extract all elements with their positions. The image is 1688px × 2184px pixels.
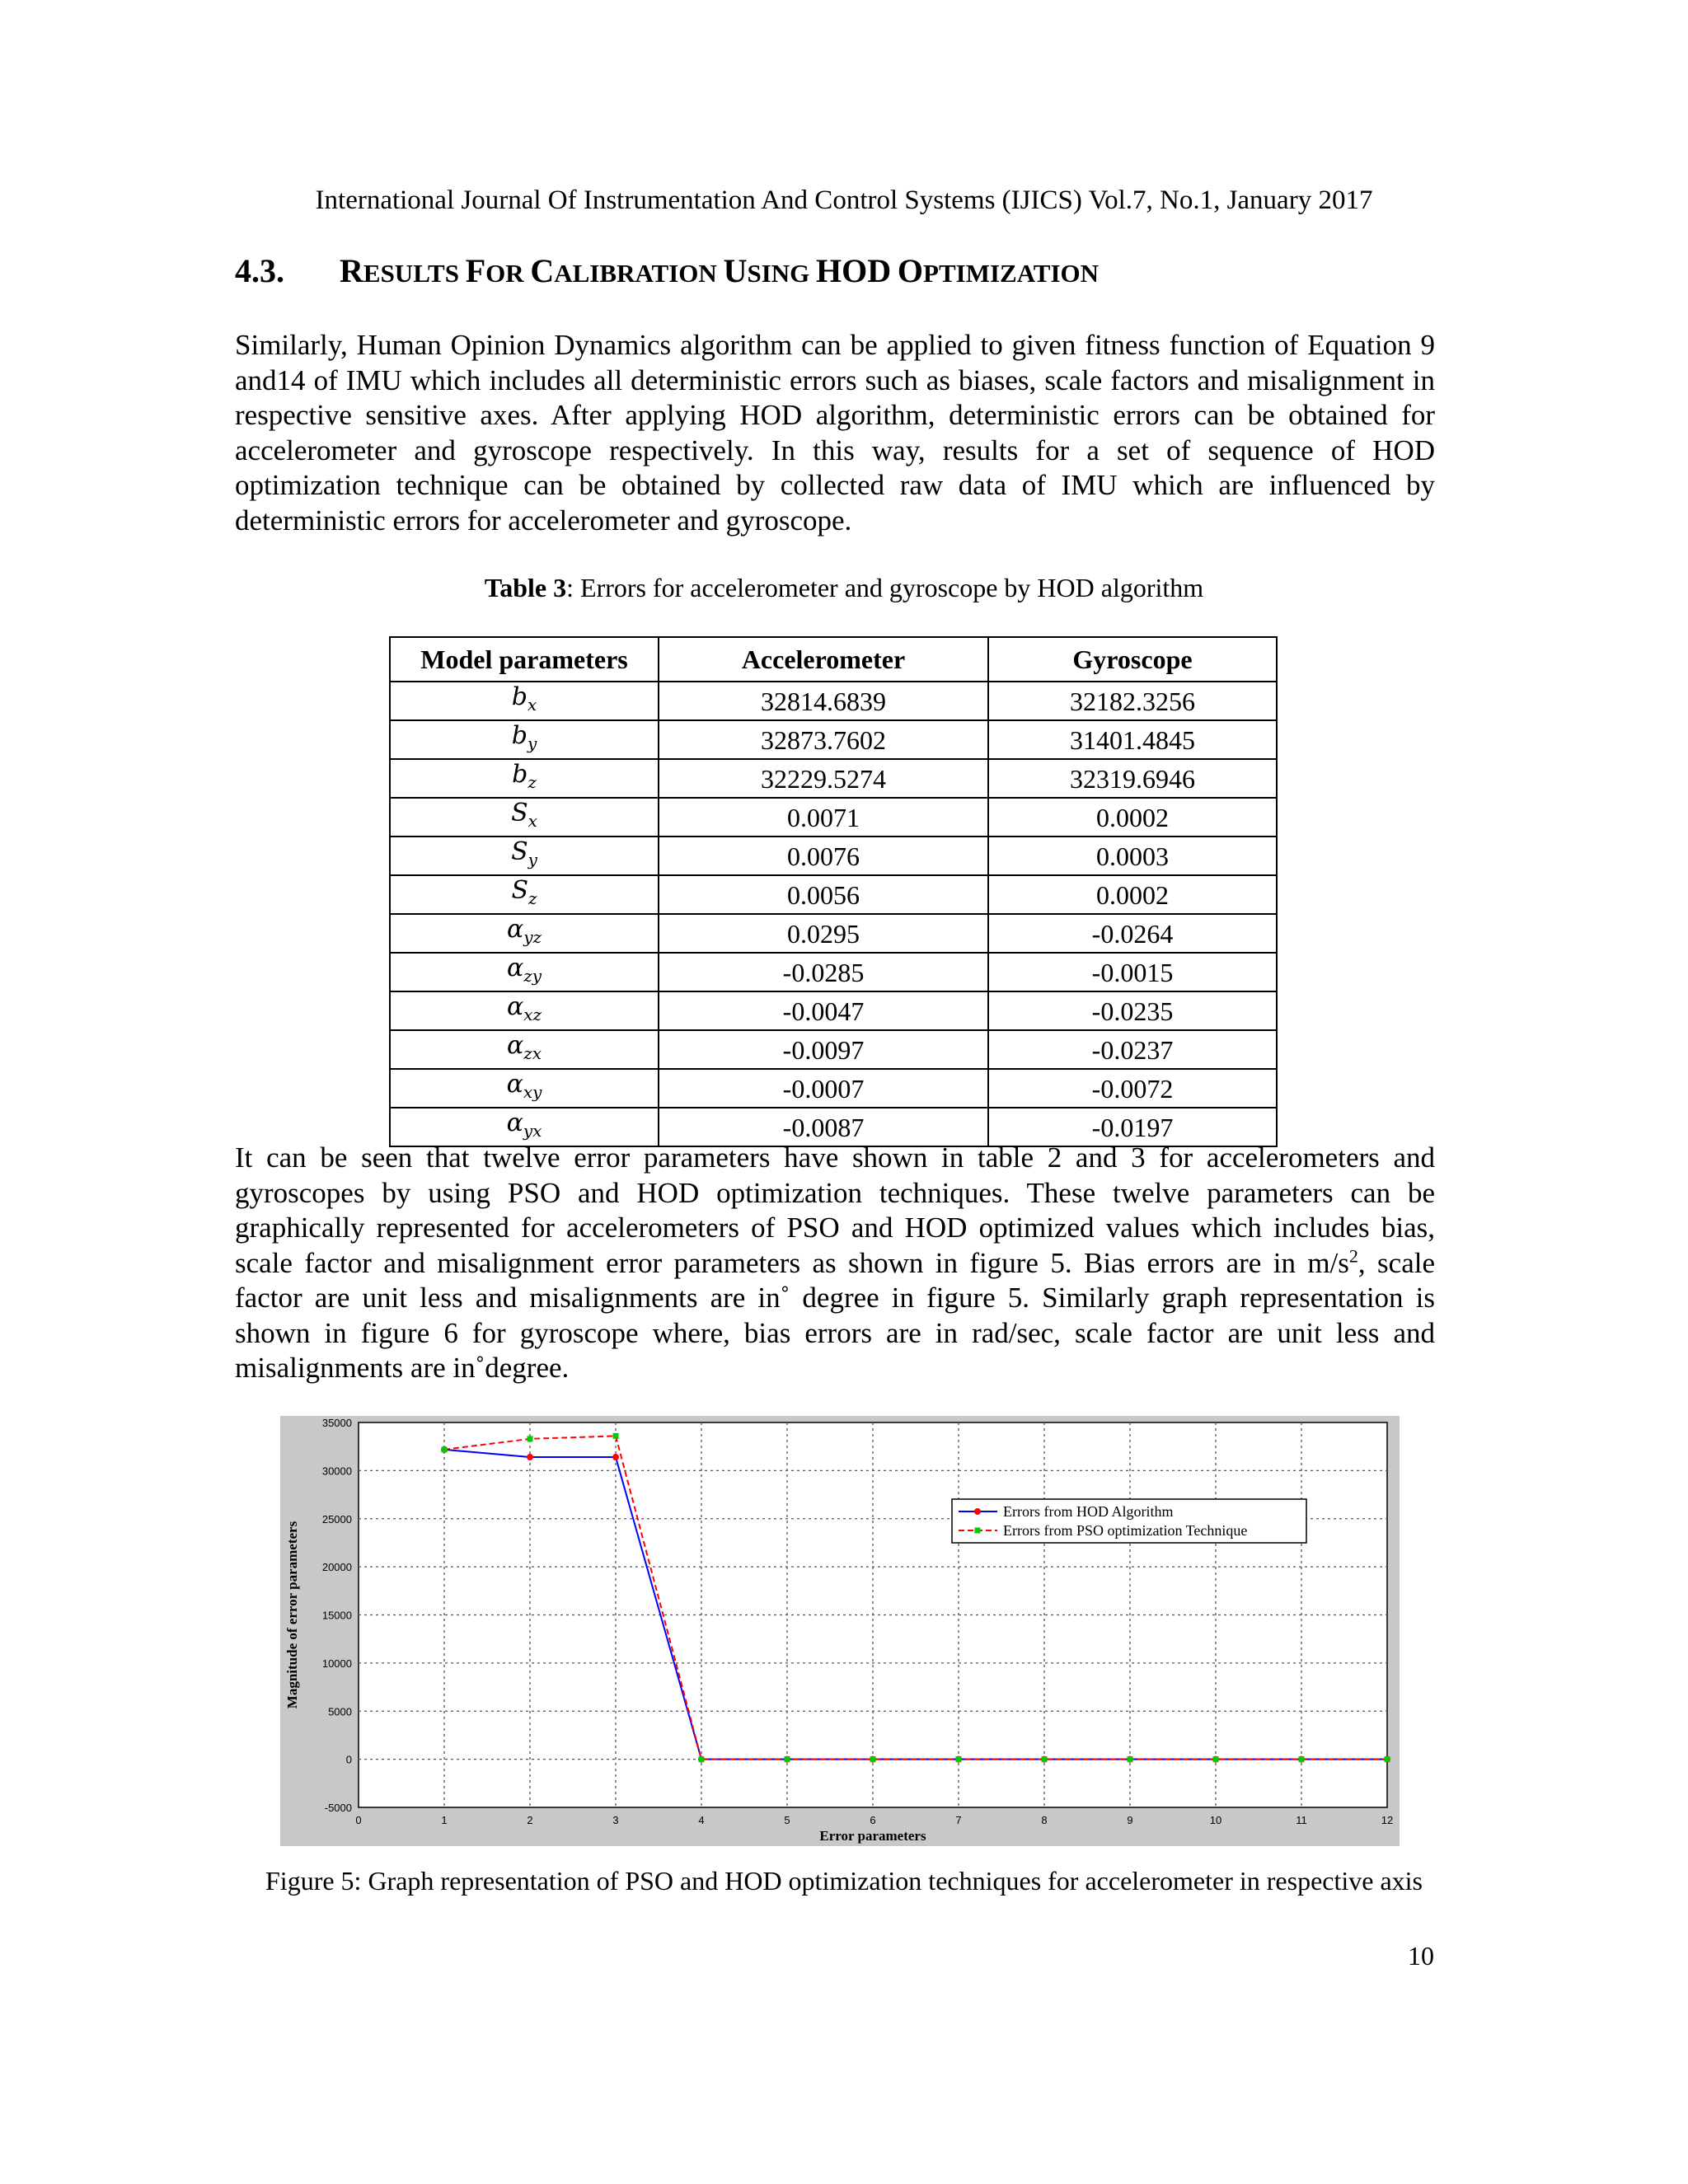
accelerometer-value: 0.0056 — [659, 875, 988, 914]
paragraph-2-text-cont: , scale factor are unit less and misalignments are in˚ degree in figure 5. Similarly graph representation is shown in figure 6 for gyroscope where, bias errors are in rad/sec, scale factor are unit less and misalignments are in˚degree. — [235, 1246, 1435, 1384]
section-title — [340, 252, 1099, 289]
section-title-part-0-big: R — [340, 252, 363, 289]
y-tick-label: 25000 — [321, 1512, 352, 1526]
x-tick-label: 8 — [1041, 1814, 1048, 1826]
param-subscript: zy — [523, 966, 542, 986]
section-heading — [235, 251, 1099, 290]
y-tick-label: 10000 — [321, 1657, 352, 1670]
param-cell — [390, 991, 659, 1030]
table-row — [390, 798, 1277, 837]
data-point-pso — [613, 1433, 619, 1439]
body-paragraph-1: Similarly, Human Opinion Dynamics algorithm can be applied to given fitness function of Equation 9 and14 of IMU which includes all deterministic errors such as biases, scale factors and misalignment in respective sensitive axes. After applying HOD algorithm, deterministic errors can be obtained for accelerometer and gyroscope respectively. In this way, results for a set of sequence of HOD optimization technique can be obtained by collected raw data of IMU which are influenced by deterministic errors for accelerometer and gyroscope. — [235, 329, 1435, 537]
param-symbol: α — [506, 915, 524, 944]
section-number: 4.3. — [235, 252, 284, 289]
section-title-part-1-big: F — [465, 252, 486, 289]
header-accelerometer: Accelerometer — [659, 637, 988, 682]
accelerometer-value: -0.0097 — [659, 1030, 988, 1069]
y-tick-label: 30000 — [321, 1465, 352, 1478]
legend-label-pso: Errors from PSO optimization Technique — [1003, 1522, 1248, 1539]
x-tick-label: 4 — [698, 1814, 705, 1826]
accelerometer-value: -0.0087 — [659, 1108, 988, 1146]
section-title-part-1-small: OR — [485, 259, 531, 288]
table-row — [390, 720, 1277, 759]
gyroscope-value: -0.0197 — [988, 1108, 1277, 1146]
journal-header: International Journal Of Instrumentation And Control Systems (IJICS) Vol.7, No.1, January 2017 — [315, 185, 1373, 215]
gyroscope-value: -0.0015 — [988, 953, 1277, 991]
param-subscript: zx — [523, 1043, 542, 1063]
section-title-part-3-small: SING — [747, 259, 817, 288]
chart-svg — [280, 1416, 1400, 1846]
param-subscript: x — [528, 811, 537, 831]
x-tick-label: 1 — [441, 1814, 448, 1826]
x-axis-label: Error parameters — [819, 1828, 926, 1844]
data-point-pso — [528, 1436, 533, 1441]
page-number: 10 — [1408, 1941, 1434, 1971]
gyroscope-value: 0.0003 — [988, 837, 1277, 875]
x-tick-label: 3 — [612, 1814, 619, 1826]
x-tick-label: 10 — [1209, 1814, 1222, 1826]
data-point-pso — [1042, 1756, 1048, 1762]
param-cell — [390, 837, 659, 875]
figure-5-chart — [280, 1416, 1400, 1846]
gyroscope-value: 32182.3256 — [988, 682, 1277, 720]
section-title-part-0-small: ESULTS — [363, 259, 466, 288]
data-point-pso — [956, 1756, 962, 1762]
param-subscript: xy — [523, 1082, 542, 1102]
data-point-hod — [527, 1454, 533, 1460]
paragraph-2-superscript: 2 — [1348, 1244, 1358, 1266]
table-row — [390, 1030, 1277, 1069]
param-cell — [390, 1030, 659, 1069]
x-tick-label: 2 — [527, 1814, 533, 1826]
x-tick-label: 12 — [1381, 1814, 1394, 1826]
data-point-pso — [699, 1756, 705, 1762]
param-symbol: α — [506, 1070, 523, 1099]
accelerometer-value: 0.0071 — [659, 798, 988, 837]
param-cell — [390, 953, 659, 991]
param-symbol: α — [506, 1031, 524, 1060]
section-title-part-5-big: O — [897, 252, 924, 289]
param-symbol: α — [506, 954, 524, 982]
param-cell — [390, 682, 659, 720]
x-tick-label: 5 — [784, 1814, 790, 1826]
param-symbol: b — [511, 721, 528, 750]
y-axis-label: Magnitude of error parameters — [284, 1521, 300, 1709]
x-tick-label: 7 — [955, 1814, 962, 1826]
param-symbol: S — [511, 837, 528, 866]
table-caption-text: : Errors for accelerometer and gyroscope by HOD algorithm — [566, 573, 1204, 602]
param-symbol: α — [506, 992, 524, 1021]
data-point-pso — [870, 1756, 876, 1762]
param-subscript: x — [527, 695, 537, 715]
y-tick-label: 35000 — [321, 1417, 352, 1429]
accelerometer-value: 0.0076 — [659, 837, 988, 875]
param-symbol: S — [511, 799, 528, 827]
table-row — [390, 914, 1277, 953]
figure-caption: Figure 5: Graph representation of PSO and HOD optimization techniques for accelerometer in respective axis — [265, 1866, 1423, 1896]
data-point-pso — [785, 1756, 790, 1762]
y-tick-label: 15000 — [321, 1609, 352, 1622]
table-caption-label: Table 3 — [484, 573, 567, 602]
table-row — [390, 1069, 1277, 1108]
gyroscope-value: 0.0002 — [988, 875, 1277, 914]
gyroscope-value: -0.0072 — [988, 1069, 1277, 1108]
gyroscope-value: 32319.6946 — [988, 759, 1277, 798]
section-title-part-4-big: HOD — [816, 252, 892, 289]
param-subscript: yz — [523, 927, 542, 947]
param-subscript: z — [528, 772, 537, 792]
y-tick-label: 5000 — [328, 1705, 352, 1718]
data-point-pso — [442, 1446, 448, 1452]
data-point-pso — [1128, 1756, 1133, 1762]
accelerometer-value: 32229.5274 — [659, 759, 988, 798]
accelerometer-value: 32814.6839 — [659, 682, 988, 720]
param-cell — [390, 875, 659, 914]
gyroscope-value: -0.0237 — [988, 1030, 1277, 1069]
y-tick-label: 0 — [345, 1753, 352, 1766]
param-symbol: b — [511, 682, 528, 711]
data-point-hod — [612, 1454, 619, 1460]
errors-table — [389, 636, 1278, 1147]
accelerometer-value: -0.0007 — [659, 1069, 988, 1108]
param-cell — [390, 1069, 659, 1108]
param-symbol: S — [511, 876, 528, 905]
y-tick-label: -5000 — [324, 1802, 352, 1814]
table-row — [390, 682, 1277, 720]
gyroscope-value: -0.0235 — [988, 991, 1277, 1030]
data-point-pso — [1299, 1756, 1305, 1762]
table-row — [390, 837, 1277, 875]
param-subscript: yx — [523, 1121, 542, 1141]
param-subscript: xz — [523, 1005, 542, 1024]
section-title-part-2-big: C — [530, 252, 555, 289]
accelerometer-value: -0.0047 — [659, 991, 988, 1030]
gyroscope-value: -0.0264 — [988, 914, 1277, 953]
body-paragraph-2 — [235, 1141, 1435, 1386]
table-row — [390, 991, 1277, 1030]
table-row — [390, 875, 1277, 914]
param-symbol: α — [506, 1108, 523, 1137]
paragraph-2-text: It can be seen that twelve error parameters have shown in table 2 and 3 for accelerometers and gyroscopes by using PSO and HOD optimization techniques. These twelve parameters can be graphically represented for accelerometers of PSO and HOD optimized values which includes bias, scale factor and misalignment error parameters as shown in figure 5. Bias errors are in m/s — [235, 1141, 1435, 1279]
section-title-part-4-small — [891, 259, 898, 288]
accelerometer-value: -0.0285 — [659, 953, 988, 991]
param-cell — [390, 759, 659, 798]
param-symbol: b — [512, 760, 528, 789]
header-model-parameters: Model parameters — [390, 637, 659, 682]
x-tick-label: 11 — [1296, 1814, 1307, 1826]
table-caption — [0, 573, 1688, 603]
data-point-pso — [1385, 1756, 1390, 1762]
table-header-row — [390, 637, 1277, 682]
table-row — [390, 953, 1277, 991]
param-subscript: z — [528, 888, 537, 908]
section-title-part-2-small: ALIBRATION — [554, 259, 724, 288]
param-cell — [390, 720, 659, 759]
legend-marker-hod — [974, 1508, 981, 1515]
gyroscope-value: 31401.4845 — [988, 720, 1277, 759]
header-gyroscope: Gyroscope — [988, 637, 1277, 682]
section-title-part-5-small: PTIMIZATION — [923, 259, 1100, 288]
accelerometer-value: 0.0295 — [659, 914, 988, 953]
section-title-part-3-big: U — [723, 252, 748, 289]
accelerometer-value: 32873.7602 — [659, 720, 988, 759]
data-point-pso — [1213, 1756, 1219, 1762]
x-tick-label: 6 — [870, 1814, 876, 1826]
y-tick-label: 20000 — [321, 1561, 352, 1574]
legend-label-hod: Errors from HOD Algorithm — [1003, 1503, 1174, 1520]
param-cell — [390, 914, 659, 953]
legend-marker-pso — [975, 1528, 981, 1534]
x-tick-label: 9 — [1127, 1814, 1133, 1826]
param-cell — [390, 798, 659, 837]
param-subscript: y — [527, 733, 537, 753]
gyroscope-value: 0.0002 — [988, 798, 1277, 837]
table-row — [390, 759, 1277, 798]
param-subscript: y — [528, 850, 537, 869]
x-tick-label: 0 — [355, 1814, 362, 1826]
